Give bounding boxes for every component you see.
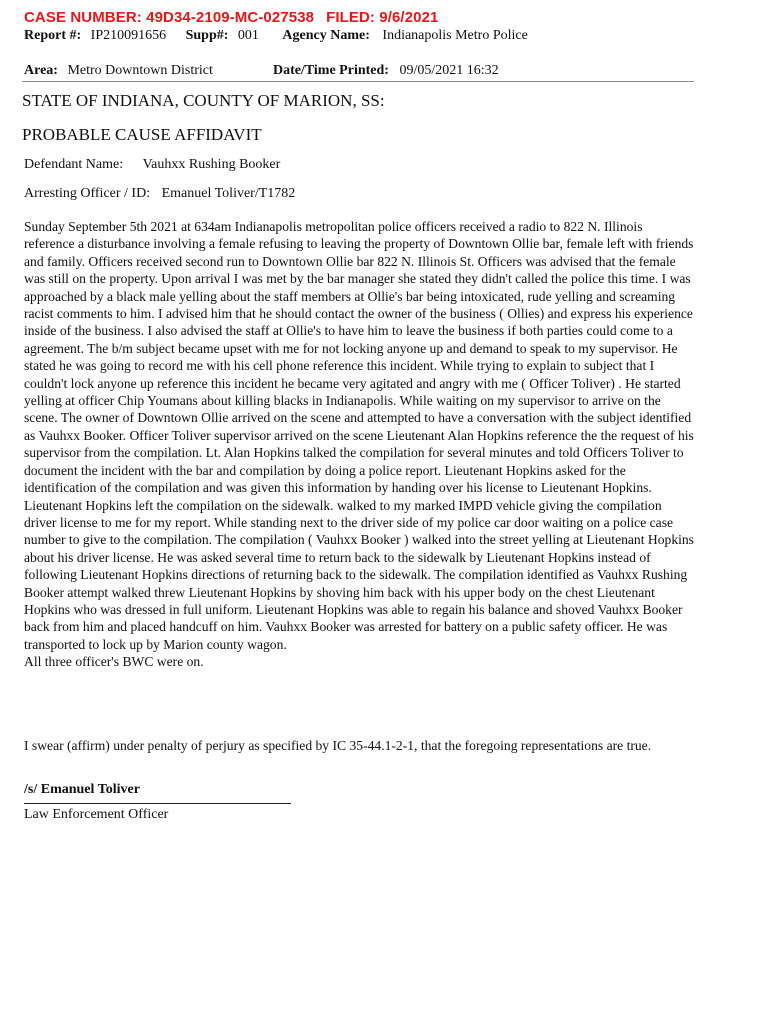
- narrative-paragraph: All three officer's BWC were on.: [24, 654, 204, 670]
- case-header: [24, 9, 438, 26]
- officer-id: Emanuel Toliver/T1782: [161, 186, 296, 201]
- officer-field: [24, 186, 295, 202]
- narrative-paragraph: Sunday September 5th 2021 at 634am Indianapolis metropolitan police officers received a radio to 822 N. Illinois reference a disturbance involving a female refusing to leaving the property of Downtown Ollie bar, female left with friends and family. Officers received second run to Downtown Ollie bar 822 N. Illinois St. Officers was advised that the female was still on the property. Upon arrival I was met by the bar manager she stated they didn't called the police this time. I was approached by a black male yelling about the staff members at Ollie's bar being intoxicated, rude yelling and screaming racist comments to him. I advised him that he should contact the owner of the business ( Ollies) and express his experience inside of the business. I also advised the staff at Ollie's to have him to leave the business if both parties could come to a agreement. The b/m subject became upset with me for not locking anyone up and demand to speak to my supervisor. He stated he was going to record me with his cell phone reference this incident. While trying to explain to subject that I couldn't lock anyone up reference this incident he became very agitated and angry with me ( Officer Toliver) . He started yelling at officer Chip Youmans about killing blacks in Indianapolis. While waiting on my supervisor to arrive on the scene. The owner of Downtown Ollie arrived on the scene and attempted to have a conversation with the subject identified as Vauhxx Booker. Officer Toliver supervisor arrived on the scene Lieutenant Alan Hopkins reference the the request of his supervisor from the compilation. Lt. Alan Hopkins talked the compilation for several minutes and told Officers Toliver to document the incident with the bar and compilation by doing a police report. Lieutenant Hopkins asked for the identification of the compilation and was given this information by handing over his license to Lieutenant Hopkins. Lieutenant Hopkins left the compilation on the sidewalk. walked to my marked IMPD vehicle giving the compilation driver license to me for my report. While standing next to the driver side of my police car door waiting on a police case number to give to the compilation. The compilation ( Vauhxx Booker ) walked into the street yelling at Lieutenant Hopkins about his driver license. He was asked several time to return back to the sidewalk by Lieutenant Hopkins instead of following Lieutenant Hopkins directions of returning back to the sidewalk. The compilation identified as Vauhxx Rushing Booker attempt walked threw Lieutenant Hopkins by shoving him back with his upper body on the chest Lieutenant Hopkins who was dressed in full uniform. Lieutenant Hopkins was able to regain his balance and shoved Vauhxx Booker back from him and placed handcuff on him. Vauhxx Booker was arrested for battery on a public safety officer. He was transported to lock up by Marion county wagon.: [24, 219, 694, 652]
- area-name: Metro Downtown District: [67, 63, 213, 78]
- defendant-name: Vauhxx Rushing Booker: [142, 157, 281, 172]
- agency-name: Indianapolis Metro Police: [382, 28, 528, 43]
- officer-label: Arresting Officer / ID:: [24, 186, 151, 201]
- signature-title: Law Enforcement Officer: [24, 807, 169, 822]
- filed-date: FILED: 9/6/2021: [326, 9, 439, 26]
- agency-label: Agency Name:: [282, 28, 370, 43]
- printed-datetime: 09/05/2021 16:32: [399, 63, 499, 78]
- case-number: CASE NUMBER: 49D34-2109-MC-027538: [24, 9, 315, 26]
- area-info-row: [24, 63, 499, 79]
- report-label: Report #:: [24, 28, 82, 43]
- signature-line: [24, 803, 291, 804]
- printed-label: Date/Time Printed:: [272, 63, 389, 78]
- area-label: Area:: [24, 63, 58, 78]
- defendant-label: Defendant Name:: [24, 157, 124, 172]
- defendant-field: [24, 157, 280, 173]
- supp-label: Supp#:: [185, 28, 229, 43]
- document-title: PROBABLE CAUSE AFFIDAVIT: [22, 125, 262, 144]
- signature-name: /s/ Emanuel Toliver: [24, 782, 140, 797]
- report-info-row: [24, 28, 528, 44]
- jurisdiction-heading: STATE OF INDIANA, COUNTY OF MARION, SS:: [22, 91, 385, 110]
- supp-number: 001: [237, 28, 259, 43]
- narrative: [24, 218, 696, 671]
- oath-statement: I swear (affirm) under penalty of perjury as specified by IC 35-44.1-2-1, that the foregoing representations are true.: [24, 738, 652, 753]
- report-number: IP210091656: [90, 28, 167, 43]
- header-divider: [22, 81, 694, 82]
